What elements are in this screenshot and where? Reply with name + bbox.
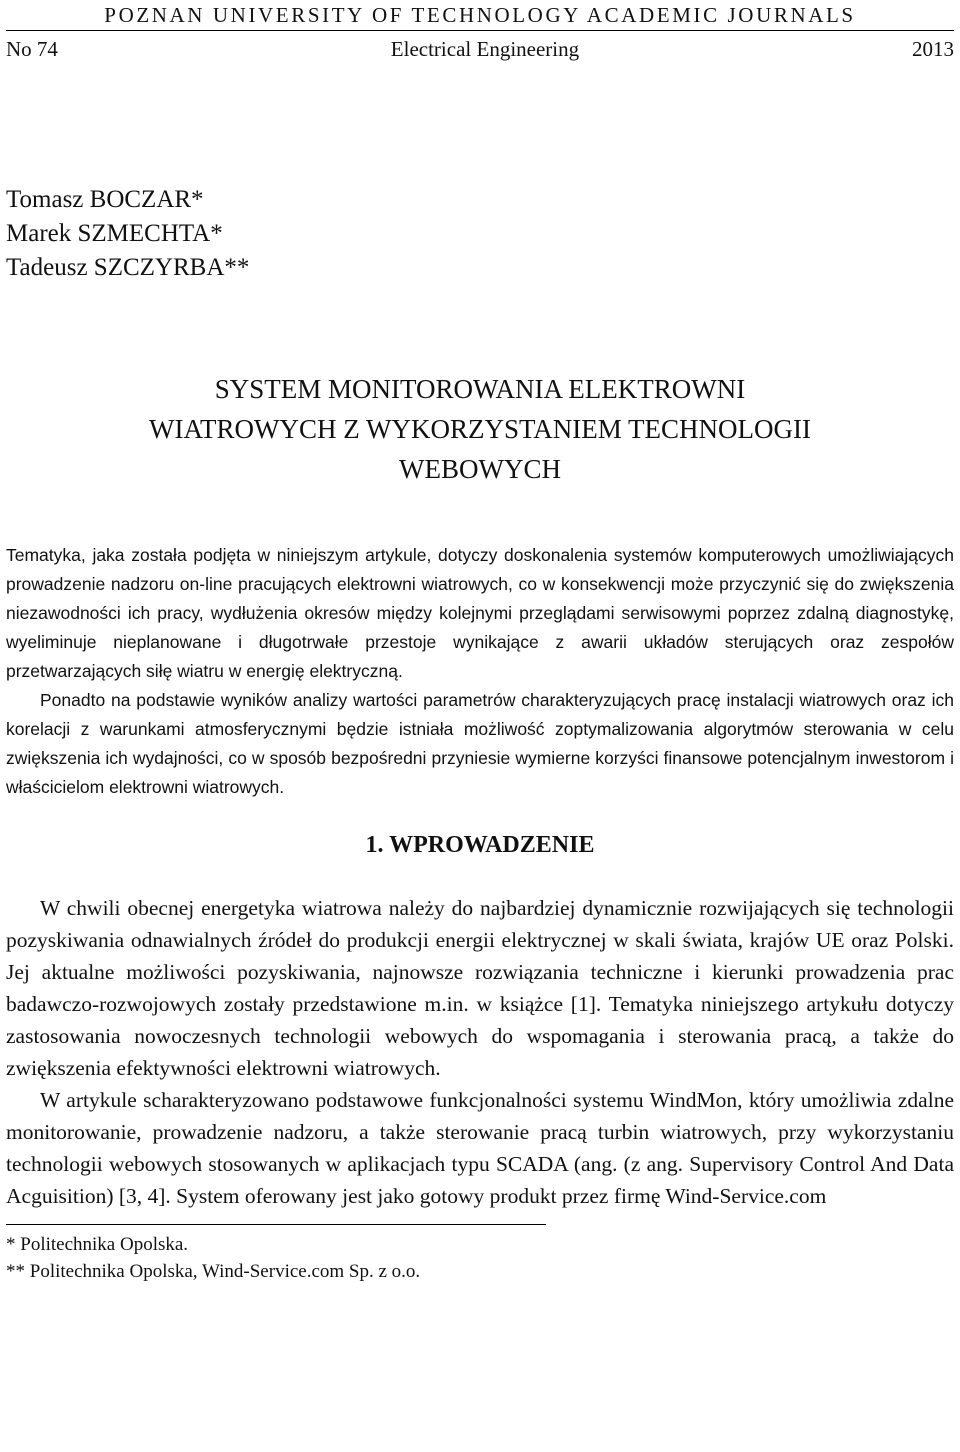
- section-heading: 1. WPROWADZENIE: [365, 832, 595, 858]
- header-rule: [6, 30, 954, 31]
- title-line: SYSTEM MONITOROWANIA ELEKTROWNI: [214, 374, 746, 404]
- author: Marek SZMECHTA*: [6, 220, 223, 247]
- author: Tomasz BOCZAR*: [6, 186, 204, 213]
- paper-page: [0, 2, 960, 1452]
- issue-year: 2013: [912, 37, 954, 61]
- body-text: [6, 892, 954, 1212]
- issue-line: [6, 35, 954, 63]
- abstract-paragraph: Ponadto na podstawie wyników analizy wartości parametrów charakteryzujących pracę instalacji wiatrowych oraz ich korelacji z warunkami atmosferycznymi będzie istniała możliwość zoptymalizowania algorytmów sterowania w celu zwiększenia ich wydajności, co w sposób bezpośredni przyniesie wymierne korzyści finansowe potencjalnym inwestorom i właścicielom elektrowni wiatrowych.: [6, 690, 954, 797]
- title-line: WEBOWYCH: [399, 454, 561, 484]
- body-paragraph: W chwili obecnej energetyka wiatrowa należy do najbardziej dynamicznie rozwijających się technologii pozyskiwania odnawialnych źródeł do produkcji energii elektrycznej w skali świata, krajów UE oraz Polski. Jej aktualne możliwości pozyskiwania, najnowsze rozwiązania techniczne i kierunki prowadzenia prac badawczo-rozwojowych zostały przedstawione m.in. w książce [1]. Tematyka niniejszego artykułu dotyczy zastosowania nowoczesnych technologii webowych do wspomagania i sterowania pracą, a także do zwiększenia efektywności elektrowni wiatrowych.: [6, 896, 954, 1080]
- footnote-rule: [6, 1224, 546, 1225]
- title-line: WIATROWYCH Z WYKORZYSTANIEM TECHNOLOGII: [148, 414, 811, 444]
- author-list: [6, 183, 954, 285]
- paper-title: [6, 369, 954, 489]
- footnote: ** Politechnika Opolska, Wind-Service.com Sp. z o.o.: [6, 1261, 421, 1282]
- journal-field: Electrical Engineering: [390, 37, 580, 61]
- author: Tadeusz SZCZYRBA**: [6, 254, 250, 281]
- abstract-paragraph: Tematyka, jaka została podjęta w niniejszym artykule, dotyczy doskonalenia systemów komputerowych umożliwiających prowadzenie nadzoru on-line pracujących elektrowni wiatrowych, co w konsekwencji może przyczynić się do zwiększenia niezawodności ich pracy, wydłużenia okresów między kolejnymi przeglądami serwisowymi poprzez zdalną diagnostykę, wyeliminuje nieplanowane i długotrwałe przestoje wynikające z awarii układów sterujących oraz zespołów przetwarzających siłę wiatru w energię elektryczną.: [6, 545, 954, 681]
- issue-number: No 74: [6, 37, 58, 61]
- body-paragraph: W artykule scharakteryzowano podstawowe funkcjonalności systemu WindMon, który umożliwia zdalne monitorowanie, prowadzenie nadzoru, a także sterowanie pracą turbin wiatrowych, przy wykorzystaniu technologii webowych stosowanych w aplikacjach typu SCADA (ang. (z ang. Supervisory Control And Data Acguisition) [3, 4]. System oferowany jest jako gotowy produkt przez firmę Wind-Service.com: [6, 1088, 954, 1208]
- abstract: [6, 541, 954, 802]
- footnote: * Politechnika Opolska.: [6, 1234, 189, 1255]
- footnotes: [6, 1231, 954, 1285]
- journal-name: POZNAN UNIVERSITY OF TECHNOLOGY ACADEMIC JOURNALS: [104, 3, 856, 27]
